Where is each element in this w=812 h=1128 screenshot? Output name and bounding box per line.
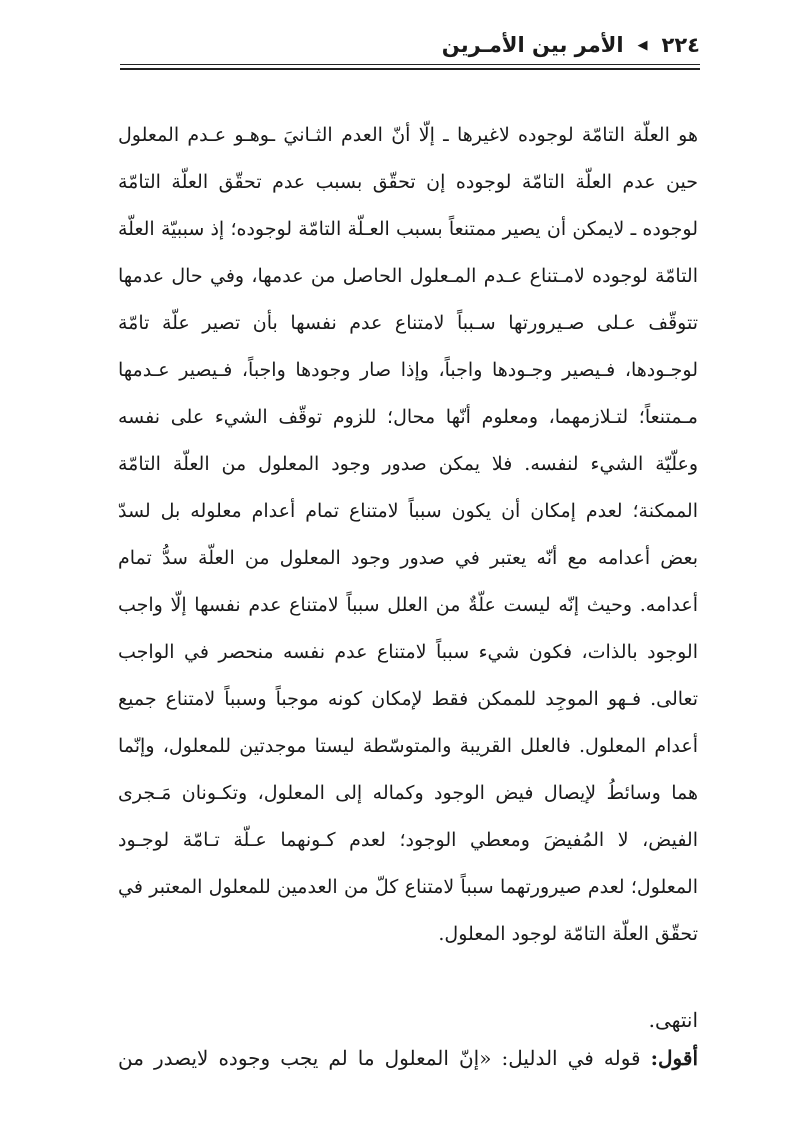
comment-line [118,1038,698,1078]
triangle-left-icon: ◀ [637,37,648,53]
closing-word: انتهى. [648,1008,698,1032]
main-paragraph [118,112,698,958]
header-divider-thin [120,64,700,65]
paragraph-text: هو العلّة التامّة لوجوده لاغيرها ـ إلّا أنّ العدم الثـانيَ ـوهـو عـدم المعلول حين عدم العلّة التامّة لوجوده إن تحقّق بسبب عدم تحقّق العلّة التامّة لوجوده ـ لايمكن أن يصير ممتنعاً بسبب العـلّة التامّة لوجوده؛ إذ سببيّة العلّة التامّة لوجوده لامـتناع عـدم المـعلول الحاصل من عدمها، وفي حال عدمها تتوقّف عـلى صـيرورتها سـبباً لامتناع عدم نفسها بأن تصير علّة تامّة لوجـودها، فـيصير وجـودها واجباً، وإذا صار وجودها واجباً، فـيصير عـدمها مـمتنعاً؛ لتـلازمهما، ومعلوم أنّها محال؛ للزوم توقّف الشيء على نفسه وعلّيّة الشيء لنفسه. فلا يمكن صدور وجود المعلول من العلّة التامّة الممكنة؛ لعدم إمكان أن يكون سبباً لامتناع تمام أعدام معلوله بل لسدّ بعض أعدامه مع أنّه يعتبر في صدور وجود المعلول من العلّة سدُّ تمام أعدامه. وحيث إنّه ليست علّةٌ من العلل سبباً لامتناع عدم نفسها إلّا واجب الوجود بالذات، فكون شيء سبباً لامتناع عدم نفسه منحصر في الواجب تعالى. فـهو الموجِد للممكن فقط لإمكان كونه موجباً وسبباً لامتناع جميع أعدام المعلول. فالعلل القريبة والمتوسّطة ليستا موجدتين للمعلول، وإنّما هما وسائطُ لإيصال فيض الوجود وكماله إلى المعلول، وتكـونان مَـجرى الفيض، لا المُفيضَ ومعطي الوجود؛ لعدم كـونهما عـلّة تـامّة لوجـود المعلول؛ لعدم صيرورتهما سبباً لامتناع كلّ من العدمين للمعلول المعتبر في تحقّق العلّة التامّة لوجود المعلول. [118,124,698,945]
running-header [120,30,700,60]
page-number: ٢٢٤ [661,33,700,57]
comment-lead: أقول: [650,1046,698,1070]
chapter-title: الأمر بين الأمـرين [441,33,624,57]
header-divider-thick [120,68,700,70]
comment-text: قوله في الدليل: «إنّ المعلول ما لم يجب وجوده لايصدر من [118,1046,641,1070]
